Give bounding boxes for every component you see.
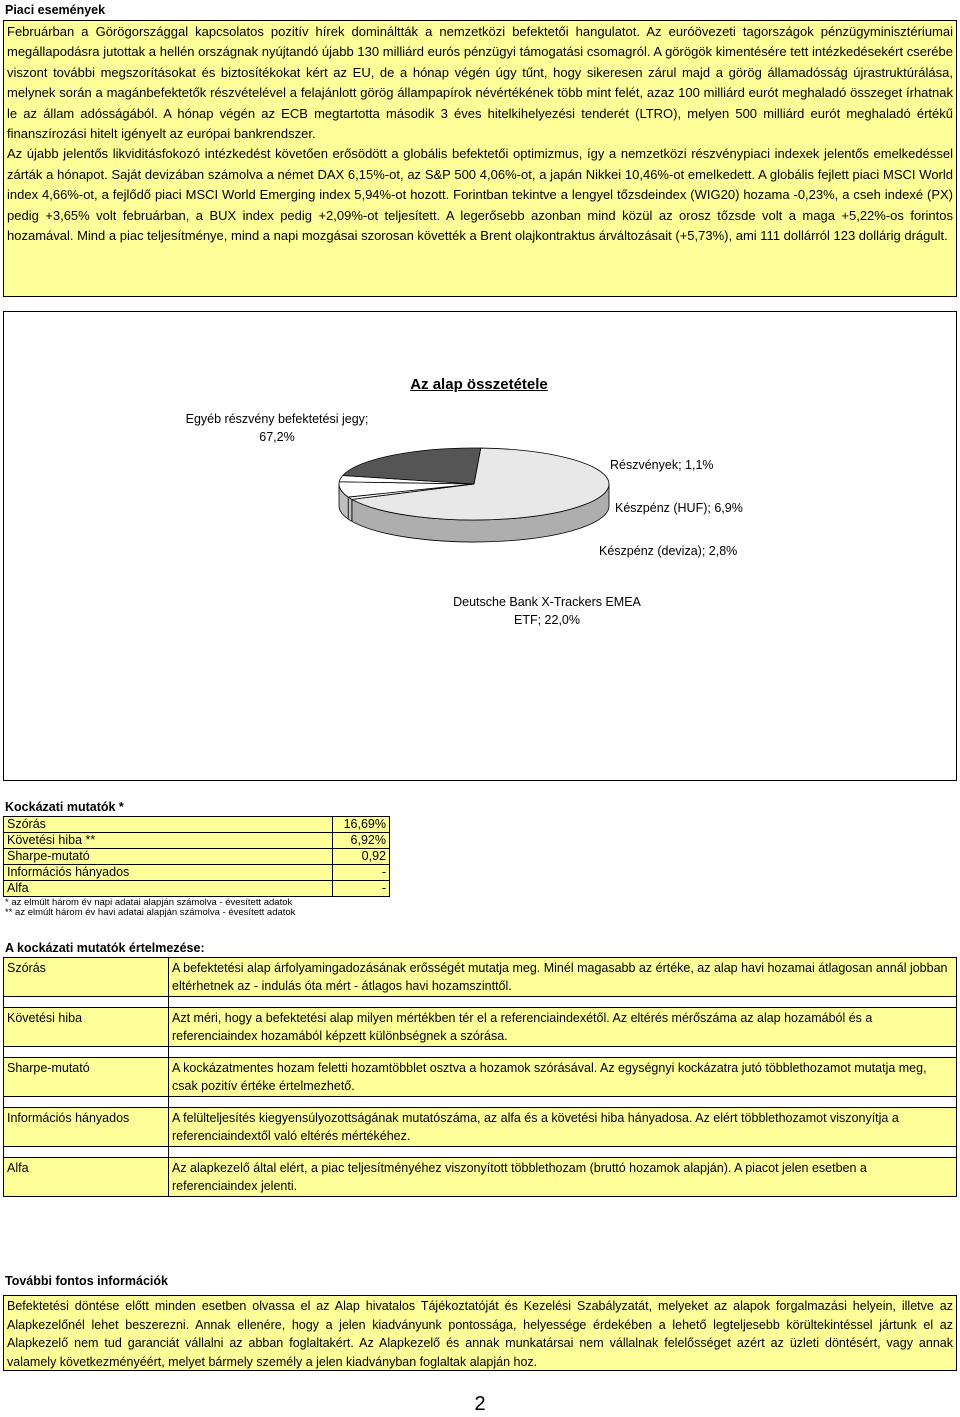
chart-title: Az alap összetétele: [410, 376, 548, 393]
info-text: Befektetési döntése előtt minden esetben olvassa el az Alap hivatalos Tájékoztatóját és Kezelési Szabályzatát, melyeket az alapok forgalmazási helyein, illetve az Alapkezelőnél lehet beszerezni. Annak ellenére, hogy a jelen kiadványunk pontossága, helyessége érdekében a lehető legteljesebb körültekintéssel jártunk el az Alapkezelő nem tud garanciát vállalni az abban foglaltakért. Az Alapkezelő és annak munkatársai nem vállalnak felelősséget azért az üzleti döntésért, vagy annak valamely következményéért, melyet bármely személy a jelen kiadványban foglaltak alapján hoz.: [7, 1299, 953, 1369]
pie-label-cash-huf: Készpénz (HUF); 6,9%: [615, 501, 743, 515]
risk-footnote-1: * az elmúlt három év napi adatai alapján számolva - évesített adatok: [5, 897, 293, 908]
market-events-box: [3, 20, 957, 297]
risk-table: [3, 816, 390, 897]
info-box: [3, 1295, 957, 1371]
pie-label-shares: Részvények; 1,1%: [610, 458, 714, 472]
market-paragraph-1: Februárban a Görögországgal kapcsolatos pozitív hírek domináltták a nemzetközi befektetői hangulatot. Az euróövezeti tagországok pénzügyminisztériumai megállapodásra jutottak a hellén országnak nyújtandó újabb 130 milliárd eurós pénzügyi támogatási csomagról. A görögök kimentésére tett intézkedésekért cserébe viszont további megszorításokat és biztosítékokat kért az EU, de a hónap végén úgy tűnt, hogy sikeresen zárul majd a görög államadósság újrastruktúrálása, melynek során a magánbefektetők részvételével a felajánlott görög állampapírok névértékének több mint felét, azaz 100 milliárd eurót meghaladó összeget írhatnak le az állam adósságából. A hónap végén az ECB megtartotta második 3 éves hitelkihelyezési tenderét (LTRO), melyen 500 milliárd eurót meghaladó értékű finanszírozási hitelt igényelt az európai bankrendszer.: [7, 24, 953, 142]
table-row: Követési hiba ** 6,92%: [4, 833, 390, 849]
table-row: Sharpe-mutató 0,92: [4, 849, 390, 865]
table-row: Információs hányados A felülteljesítés kiegyensúlyozottságának mutatószáma, az alfa és a követési hiba hányadosa. Az elért többlethozamot viszonyítja a referenciaindextől való eltérés mértékéhez.: [4, 1108, 957, 1147]
risk-section-title: Kockázati mutatók *: [5, 800, 124, 814]
table-row: Szórás A befektetési alap árfolyamingadozásának erősségét mutatja meg. Minél magasabb az értéke, az alap havi hozamai átlagosan annál jobban eltérhetnek az - indulás óta mért - átlagos havi hozamszinttől.: [4, 958, 957, 997]
page-number: 2: [474, 1393, 486, 1415]
table-row: Sharpe-mutató A kockázatmentes hozam feletti hozamtöbblet osztva a hozamok szórásával. Az egységnyi kockázatra jutó többlethozamot mutatja meg, csak pozitív értéke értelmezhető.: [4, 1058, 957, 1097]
table-row: Alfa -: [4, 881, 390, 897]
interp-table: [3, 957, 957, 1197]
pie-label-cash-fx: Készpénz (deviza); 2,8%: [599, 544, 738, 558]
market-section-title: Piaci események: [5, 3, 106, 17]
risk-footnote-2: ** az elmúlt három év havi adatai alapján számolva - évesített adatok: [5, 907, 296, 918]
table-row: Alfa Az alapkezelő által elért, a piac teljesítményéhez viszonyított többlethozam (bruttó hozamok alapján). A piacot jelen esetben a referenciaindex jelenti.: [4, 1158, 957, 1197]
market-paragraph-2: Az újabb jelentős likviditásfokozó intézkedést követően erősödött a globális befektetői optimizmus, így a nemzetközi részvénypiaci indexek jelentős emelkedéssel zárták a hónapot. Saját devizában számolva a német DAX 6,15%-ot, az S&P 500 4,06%-ot, a japán Nikkei 10,46%-ot emelkedett. A globális fejlett piaci MSCI World index 4,66%-ot, a fejlődő piaci MSCI World Emerging index 5,94%-ot hozott. Forintban tekintve a lengyel tőzsdeindex (WIG20) hozama -0,23%, a cseh indexé (PX) pedig +3,65% volt februárban, a BUX index pedig +2,09%-ot teljesített. A legerősebb azonban mind közül az orosz tőzsde volt a maga +5,22%-os forintos hozamával. Mind a piac teljesítménye, mind a napi mozgásai szorosan követték a Brent olajkontraktus árváltozásait (+5,73%), ami 111 dollárról 123 dollárig drágult.: [7, 146, 953, 244]
pie-label-other-funds: Egyéb részvény befektetési jegy; 67,2%: [185, 412, 369, 444]
info-section-title: További fontos információk: [5, 1274, 168, 1288]
table-row: Szórás 16,69%: [4, 817, 390, 833]
pie-slice-side-1: [348, 497, 352, 521]
interp-section-title: A kockázati mutatók értelmezése:: [5, 941, 205, 955]
table-row: Követési hiba Azt méri, hogy a befektetési alap milyen mértékben tér el a referenciaindexétől. Az eltérés mérőszáma az alap hozamából és a referenciaindex hozamából képzett különbségnek a szórása.: [4, 1008, 957, 1047]
table-row: Információs hányados -: [4, 865, 390, 881]
pie-label-etf: Deutsche Bank X-Trackers EMEA ETF; 22,0%: [453, 595, 641, 627]
